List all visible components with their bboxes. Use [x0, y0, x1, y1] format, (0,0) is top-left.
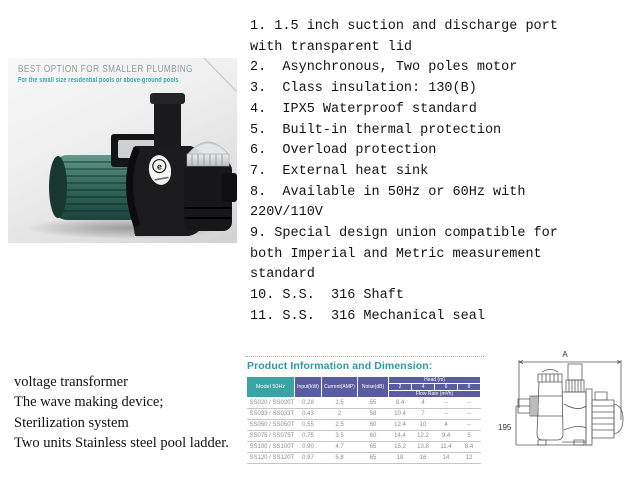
head-value: 8 [458, 384, 481, 391]
technical-drawing [496, 344, 639, 476]
cell-model: SS075 / SS075T [247, 431, 295, 442]
col-header-model: Model 50Hz [247, 377, 295, 398]
dim-label-195: 195 [498, 423, 512, 432]
cell-current: 1.5 [322, 398, 358, 409]
accessory-line: Sterilization system [14, 414, 129, 431]
cell-noise: 60 [358, 431, 389, 442]
cell-model: SS033 / SS033T [247, 409, 295, 420]
feature-line: 9. Special design union compatible for [250, 226, 558, 242]
cell-flow: 11.4 [435, 442, 458, 453]
feature-line: 10. S.S. 316 Shaft [250, 288, 404, 304]
spec-row [247, 442, 481, 453]
cell-noise: 60 [358, 420, 389, 431]
cell-flow: 14.4 [389, 431, 412, 442]
spec-row [247, 398, 481, 409]
accessory-line: The wave making device; [14, 394, 164, 411]
dotted-divider [246, 356, 484, 357]
cell-noise: 55 [358, 398, 389, 409]
cell-flow: 12.4 [389, 420, 412, 431]
cell-flow: 10 [412, 420, 435, 431]
accessory-line: voltage transformer [14, 374, 128, 390]
cell-flow: 4 [435, 420, 458, 431]
cell-current: 5.8 [322, 453, 358, 464]
head-value: 2 [389, 384, 412, 391]
pump-top-port [150, 93, 185, 152]
spec-title: Product Information and Dimension: [247, 360, 433, 372]
cell-noise: 65 [358, 442, 389, 453]
spec-table [246, 376, 481, 464]
col-header-flow: Flow Rate (m³/h) [389, 391, 481, 398]
feature-line: 11. S.S. 316 Mechanical seal [250, 308, 485, 324]
cell-model: SS020 / SS020T [247, 398, 295, 409]
cell-flow: 12.2 [412, 431, 435, 442]
cell-flow: -- [435, 409, 458, 420]
feature-line: with transparent lid [250, 39, 413, 55]
cell-flow: 16 [412, 453, 435, 464]
feature-line: 7. External heat sink [250, 163, 429, 179]
feature-line: 2. Asynchronous, Two poles motor [250, 60, 518, 76]
cell-input: 0.55 [295, 420, 322, 431]
pump-clear-lid [187, 142, 229, 166]
cell-model: SS100 / SS100T [247, 442, 295, 453]
cell-model: SS050 / SS050T [247, 420, 295, 431]
cell-input: 0.28 [295, 398, 322, 409]
feature-line: 3. Class insulation: 130(B) [250, 81, 477, 97]
photo-banner [18, 63, 237, 85]
head-value: 6 [435, 384, 458, 391]
feature-line: 220V/110V [250, 205, 323, 221]
cell-flow: 8.4 [458, 442, 481, 453]
cell-input: 0.43 [295, 409, 322, 420]
cell-flow: 7 [412, 409, 435, 420]
cell-input: 0.90 [295, 442, 322, 453]
product-photo [8, 58, 237, 243]
cell-flow: 15.2 [389, 442, 412, 453]
cell-flow: -- [458, 420, 481, 431]
cell-current: 2 [322, 409, 358, 420]
feature-line: both Imperial and Metric measurement [250, 246, 542, 262]
feature-line: standard [250, 267, 315, 283]
cell-flow: 8.4 [389, 398, 412, 409]
feature-line: 6. Overload protection [250, 143, 437, 159]
cell-input: 0.75 [295, 431, 322, 442]
cell-flow: 5 [458, 431, 481, 442]
cell-noise: 58 [358, 409, 389, 420]
cell-flow: 14 [435, 453, 458, 464]
cell-flow: 9.4 [435, 431, 458, 442]
spec-section [246, 356, 486, 464]
col-header-input: Input(kW) [295, 377, 322, 398]
col-header-noise: Noise(dB) [358, 377, 389, 398]
cell-model: SS120 / SS120T [247, 453, 295, 464]
cell-flow: 18 [389, 453, 412, 464]
cell-current: 4.7 [322, 442, 358, 453]
cell-flow: -- [458, 409, 481, 420]
spec-row [247, 409, 481, 420]
accessories-text [14, 372, 244, 453]
head-value: 4 [412, 384, 435, 391]
cell-current: 2.5 [322, 420, 358, 431]
feature-line: 8. Available in 50Hz or 60Hz with [250, 184, 526, 200]
cell-noise: 65 [358, 453, 389, 464]
pump-image [8, 58, 237, 243]
cell-flow: 13.8 [412, 442, 435, 453]
feature-line: 4. IPX5 Waterproof standard [250, 101, 477, 117]
spec-row [247, 420, 481, 431]
photo-banner-subtitle: For the small size residential pools or above-ground pools [18, 77, 179, 84]
cell-flow: -- [435, 398, 458, 409]
pump-side-port [222, 173, 237, 202]
cell-input: 0.97 [295, 453, 322, 464]
photo-banner-title: BEST OPTION FOR SMALLER PLUMBING [18, 63, 194, 75]
accessory-line: Two units Stainless steel pool ladder. [14, 434, 229, 451]
cell-flow: 4 [412, 398, 435, 409]
feature-list [250, 17, 580, 328]
cell-flow: 10.4 [389, 409, 412, 420]
cell-flow: -- [458, 398, 481, 409]
spec-row [247, 453, 481, 464]
col-header-head: Head (m) [389, 377, 481, 384]
brand-logo-letter: e [156, 161, 163, 172]
feature-line: 5. Built-in thermal protection [250, 122, 502, 138]
cell-current: 3.5 [322, 431, 358, 442]
feature-line: 1. 1.5 inch suction and discharge port [250, 19, 558, 34]
spec-row [247, 431, 481, 442]
col-header-current: Current(AMP) [322, 377, 358, 398]
dim-label-a: A [562, 350, 568, 359]
cell-flow: 12 [458, 453, 481, 464]
